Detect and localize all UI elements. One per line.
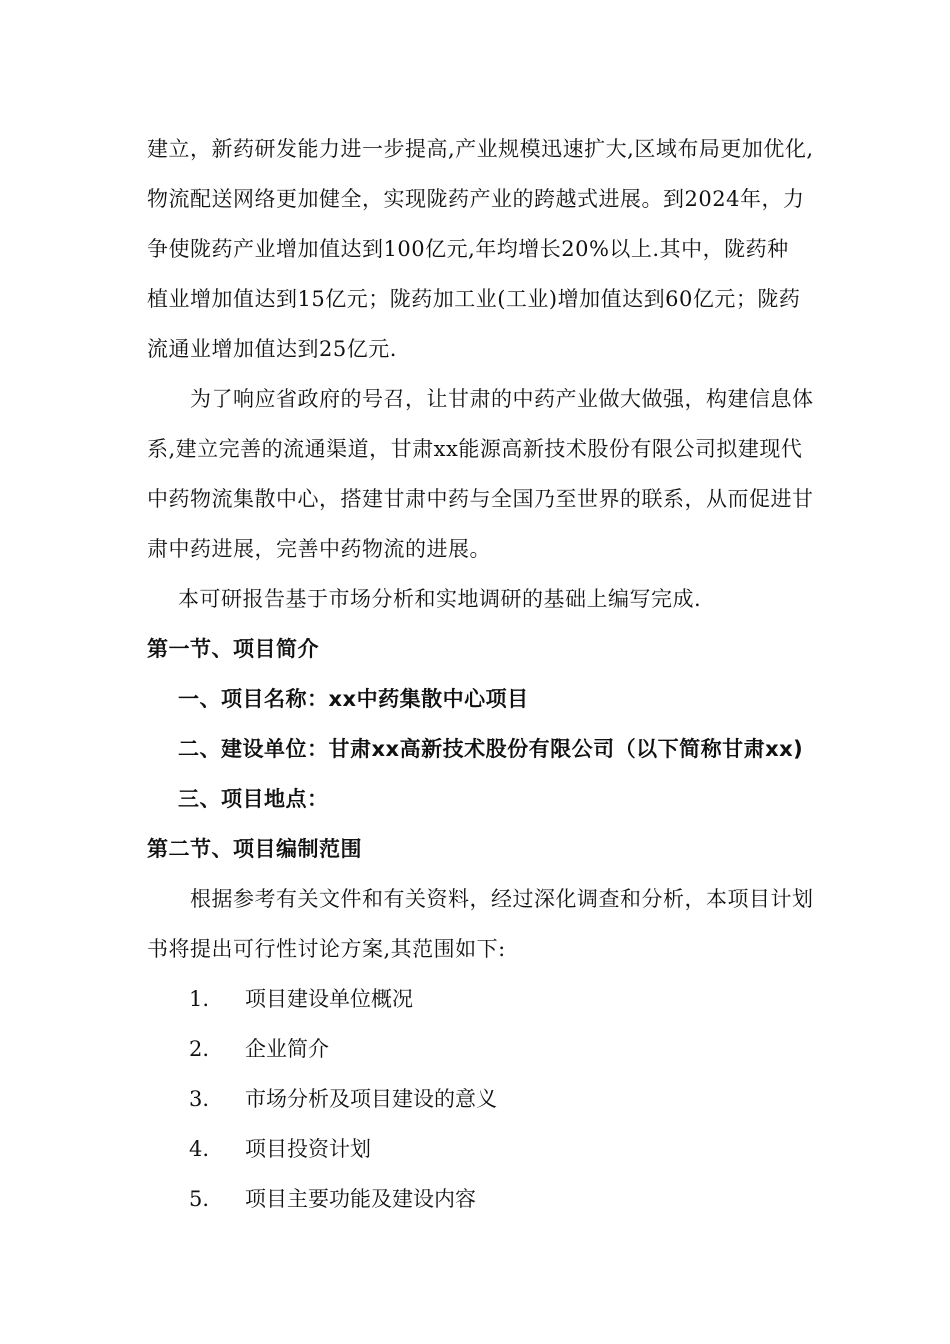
- paragraph-line: 植业增加值达到15亿元；陇药加工业(工业)增加值达到60亿元；陇药: [147, 287, 801, 311]
- list-text: 企业简介: [245, 1037, 329, 1061]
- paragraph-line: 流通业增加值达到25亿元.: [147, 337, 397, 361]
- paragraph-line: 系,建立完善的流通渠道，甘肃xx能源高新技术股份有限公司拟建现代: [147, 437, 803, 461]
- paragraph-line: 本可研报告基于市场分析和实地调研的基础上编写完成.: [178, 587, 702, 611]
- list-text: 项目建设单位概况: [245, 987, 413, 1011]
- paragraph-line: 物流配送网络更加健全，实现陇药产业的跨越式进展。到2024年，力: [147, 187, 805, 211]
- paragraph-line: 建立，新药研发能力进一步提高,产业规模迅速扩大,区域布局更加优化,: [147, 137, 814, 161]
- list-number: 2.: [189, 1037, 210, 1061]
- list-text: 项目投资计划: [245, 1137, 371, 1161]
- section-item: 一、项目名称：xx中药集散中心项目: [178, 687, 529, 711]
- section-item: 三、项目地点：: [178, 787, 329, 811]
- paragraph-line: 中药物流集散中心，搭建甘肃中药与全国乃至世界的联系，从而促进甘: [147, 487, 814, 511]
- paragraph-line: 书将提出可行性讨论方案,其范围如下:: [147, 937, 506, 961]
- list-number: 5.: [189, 1187, 210, 1211]
- list-number: 1.: [189, 987, 210, 1011]
- paragraph-line: 争使陇药产业增加值达到100亿元,年均增长20%以上.其中，陇药种: [147, 237, 789, 261]
- list-number: 4.: [189, 1137, 210, 1161]
- list-text: 市场分析及项目建设的意义: [245, 1087, 497, 1111]
- paragraph-line: 为了响应省政府的号召，让甘肃的中药产业做大做强，构建信息体: [190, 387, 814, 411]
- paragraph-line: 根据参考有关文件和有关资料，经过深化调查和分析，本项目计划: [190, 887, 814, 911]
- section-heading: 第二节、项目编制范围: [147, 837, 362, 861]
- list-text: 项目主要功能及建设内容: [245, 1187, 476, 1211]
- paragraph-line: 肃中药进展，完善中药物流的进展。: [147, 537, 491, 561]
- section-heading: 第一节、项目简介: [147, 637, 319, 661]
- list-number: 3.: [189, 1087, 210, 1111]
- section-item: 二、建设单位：甘肃xx高新技术股份有限公司（以下简称甘肃xx): [178, 737, 804, 761]
